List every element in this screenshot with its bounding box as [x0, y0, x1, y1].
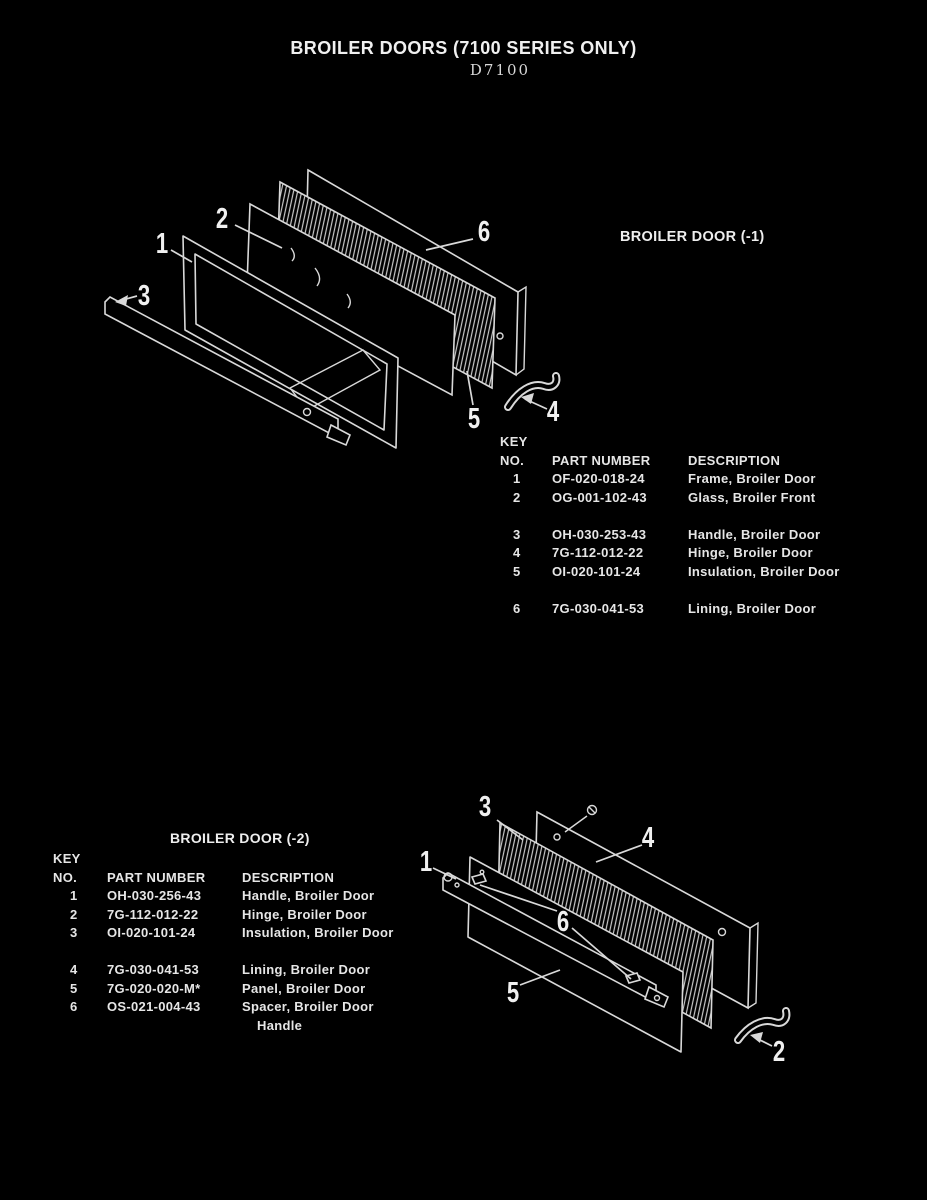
part-number: OH-030-253-43 — [552, 526, 647, 542]
key-label: KEY — [500, 434, 528, 449]
header-desc: DESCRIPTION — [688, 452, 781, 468]
part-number: 7G-030-041-53 — [107, 962, 200, 977]
callout-lining: 4 — [641, 821, 655, 854]
part-number: OG-001-102-43 — [552, 489, 647, 505]
page-subtitle: D7100 — [469, 61, 531, 79]
part-number: OI-020-101-24 — [107, 925, 196, 940]
header-part: PART NUMBER — [107, 869, 206, 885]
key-table-door-1 — [500, 433, 870, 618]
part-number: OF-020-018-24 — [552, 471, 645, 486]
part-number: 7G-112-012-22 — [107, 906, 199, 922]
exploded-diagram-door-2 — [420, 780, 815, 1080]
key-no: 2 — [70, 906, 78, 922]
table-row — [500, 600, 870, 619]
description: Lining, Broiler Door — [688, 600, 817, 616]
part-number: OI-020-101-24 — [552, 563, 641, 579]
key-no: 3 — [513, 526, 521, 542]
callout-glass: 2 — [215, 202, 229, 235]
table-row — [53, 924, 433, 943]
description: Handle, Broiler Door — [242, 888, 375, 903]
description-continued: Handle — [257, 1017, 303, 1033]
callout-hinge: 4 — [546, 395, 560, 428]
page-title: BROILER DOORS (7100 SERIES ONLY) — [290, 38, 637, 58]
door-2-line-art — [420, 780, 815, 1080]
part-number: OS-021-004-43 — [107, 999, 201, 1014]
part-number: 7G-112-012-22 — [552, 545, 644, 560]
key-no: 2 — [513, 489, 521, 505]
callout-frame: 1 — [155, 227, 169, 260]
callout-handle: 1 — [419, 845, 433, 878]
description: Handle, Broiler Door — [688, 526, 821, 542]
key-no: 5 — [70, 980, 78, 996]
empty-cell — [53, 1017, 107, 1036]
empty-cell — [107, 1017, 242, 1036]
part-number: 7G-020-020-M* — [107, 980, 201, 996]
header-desc: DESCRIPTION — [242, 869, 335, 885]
description: Hinge, Broiler Door — [242, 906, 367, 922]
callout-panel: 5 — [506, 976, 520, 1009]
table-row — [500, 470, 870, 489]
callout-handle: 3 — [137, 279, 151, 312]
description: Panel, Broiler Door — [242, 980, 366, 996]
callout-insulation: 3 — [478, 790, 492, 823]
door-1-label: BROILER DOOR (-1) — [620, 229, 765, 245]
table-row — [53, 887, 433, 906]
callout-lining: 6 — [477, 215, 491, 248]
table-row — [53, 906, 433, 925]
description: Spacer, Broiler Door — [242, 999, 374, 1014]
table-row-continuation — [53, 1017, 433, 1036]
key-no: 4 — [70, 962, 78, 977]
key-table-door-2 — [53, 845, 433, 1035]
table-row — [53, 980, 433, 999]
key-no: 5 — [513, 563, 521, 579]
callout-spacer: 6 — [556, 905, 570, 938]
header-part: PART NUMBER — [552, 452, 651, 468]
key-no: 1 — [70, 888, 78, 903]
key-label: KEY — [53, 851, 81, 866]
part-number: 7G-030-041-53 — [552, 600, 645, 616]
key-no: 4 — [513, 545, 521, 560]
description: Glass, Broiler Front — [688, 489, 816, 505]
part-number: OH-030-256-43 — [107, 888, 202, 903]
key-no: 3 — [70, 925, 78, 940]
exploded-diagram-door-1 — [85, 148, 585, 473]
table-row — [53, 998, 433, 1017]
table-row — [500, 563, 870, 582]
header-no: NO. — [53, 869, 78, 885]
description: Insulation, Broiler Door — [242, 925, 394, 940]
header-no: NO. — [500, 452, 525, 468]
table-row — [53, 961, 433, 980]
description: Lining, Broiler Door — [242, 962, 371, 977]
door-2-label: BROILER DOOR (-2) — [170, 830, 310, 846]
description: Frame, Broiler Door — [688, 471, 816, 486]
table-row — [500, 489, 870, 508]
key-no: 1 — [513, 471, 521, 486]
table-header — [53, 869, 433, 888]
callout-insulation: 5 — [467, 402, 481, 435]
table-row — [500, 526, 870, 545]
door-1-line-art — [85, 148, 585, 473]
description: Insulation, Broiler Door — [688, 563, 840, 579]
key-no: 6 — [513, 600, 521, 616]
key-no: 6 — [70, 999, 78, 1014]
table-row — [500, 544, 870, 563]
table-header — [500, 452, 870, 471]
description: Hinge, Broiler Door — [688, 545, 813, 560]
callout-hinge: 2 — [772, 1035, 786, 1068]
screw — [565, 806, 597, 833]
